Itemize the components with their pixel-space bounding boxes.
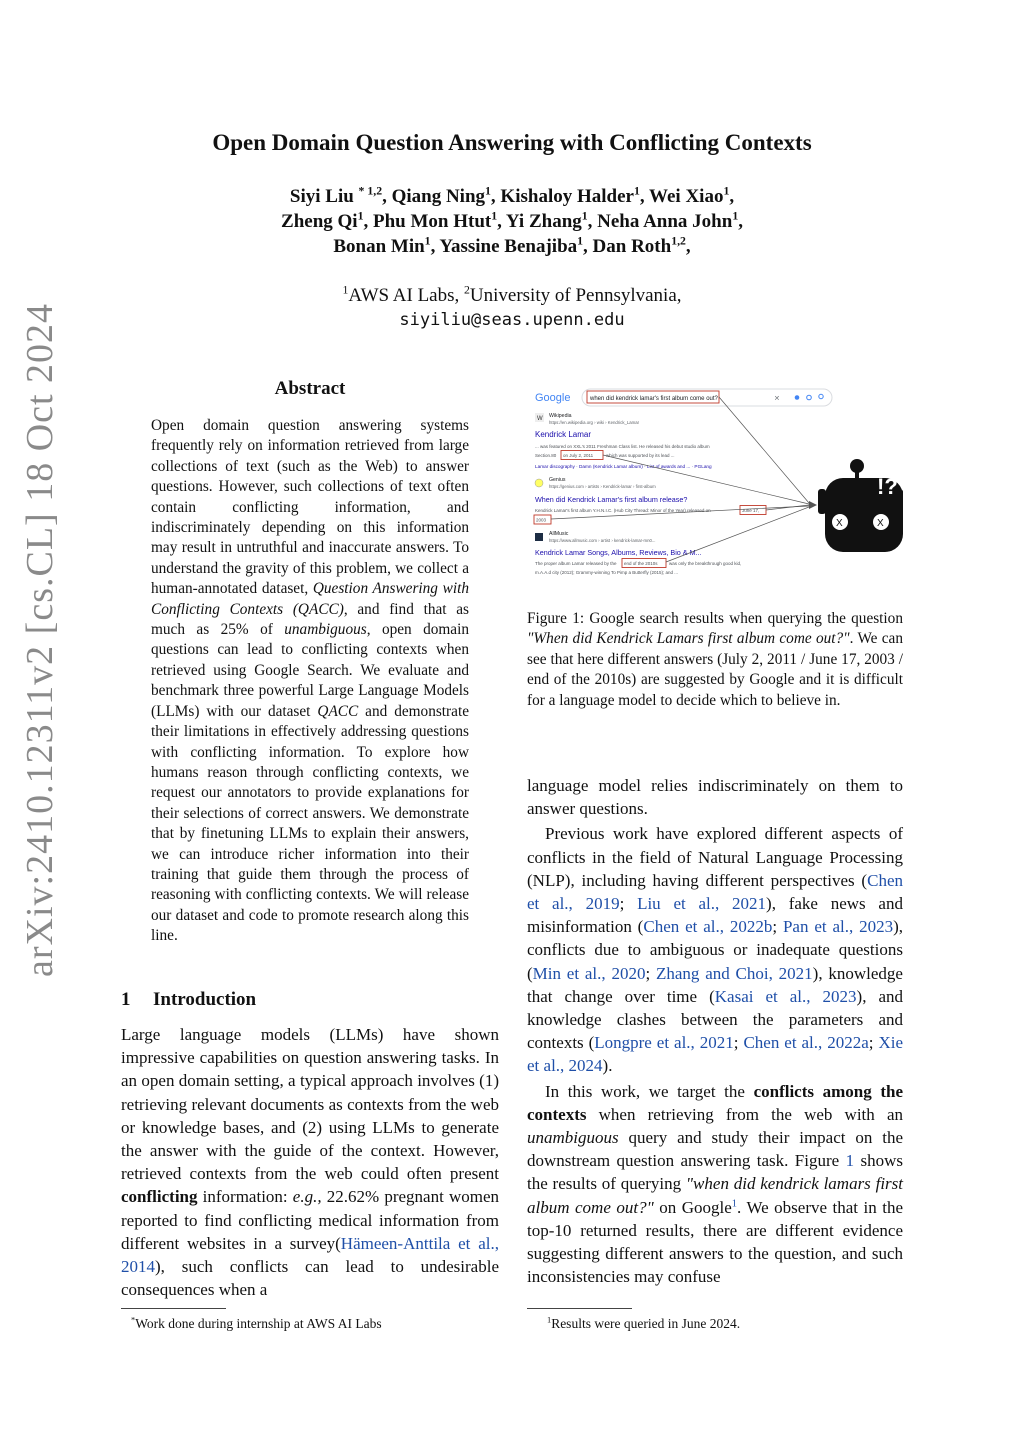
figure-reference-link[interactable]: 1 [845, 1151, 855, 1171]
author-affil-mark: 1,2 [671, 234, 686, 248]
author-name: Zheng Qi [281, 211, 358, 232]
result-3-snippet: The proper album Lamar released by the [535, 561, 617, 566]
author-affil-mark: 1 [732, 209, 739, 223]
svg-text:2003: 2003 [536, 517, 547, 523]
author-affil-mark: 1 [723, 184, 730, 198]
abstract-heading: Abstract [274, 378, 346, 399]
result-3-site: AllMusic [549, 531, 569, 537]
svg-text:Section.80: Section.80 [535, 453, 557, 458]
result-3-url: https://www.allmusic.com › artist › kendrick-lamar-mn0... [549, 538, 656, 543]
footnote-reference-link[interactable]: 1 [731, 1198, 738, 1209]
author-name: Neha Anna John [597, 211, 733, 232]
right-column-body [527, 774, 903, 1288]
footnote-left: *Work done during internship at AWS AI Labs [131, 1315, 382, 1331]
paragraph: language model relies indiscriminately on them to answer questions. [527, 776, 903, 819]
dataset-name: Question Answering with Conflicting Contexts (QACC) [151, 580, 469, 618]
author-list [180, 184, 844, 259]
robot-antenna-tip [850, 459, 864, 473]
affiliation-aws: AWS AI Labs, [348, 285, 465, 306]
citation-link[interactable]: Hämeen-Anttila et al., 2014 [121, 1233, 499, 1277]
figure-1 [527, 384, 903, 584]
citation-link[interactable]: Chen et al., 2019 [527, 870, 903, 914]
result-2-title[interactable]: When did Kendrick Lamar's first album release? [535, 495, 688, 504]
svg-text:June 17,: June 17, [742, 508, 760, 513]
citation-link[interactable]: Kasai et al., 2023 [714, 986, 857, 1006]
citation-link[interactable]: Longpre et al., 2021 [594, 1033, 734, 1053]
author-line-3: Bonan Min$^1$, Yassine Benajiba$^1$, Dan Roth$^{1,2}$, [333, 234, 691, 257]
author-name: Yi Zhang [505, 211, 582, 232]
svg-text:W: W [537, 416, 543, 422]
citation-link[interactable]: Min et al., 2020 [532, 963, 646, 983]
search-query: when did kendrick lamar's first album come out? [590, 396, 718, 402]
svg-text:was only the breakthrough good: was only the breakthrough good kid, [669, 561, 742, 566]
robot-mark: !? [877, 474, 898, 499]
affil-mark: 2 [464, 283, 470, 297]
svg-text:which was supported by its lea: which was supported by its lead ... [606, 453, 675, 458]
author-affil-mark: 1 [491, 209, 498, 223]
author-name: Kishaloy Halder [500, 186, 634, 207]
author-affil-mark: * 1,2 [358, 184, 383, 198]
introduction-body: Large language models (LLMs) have shown impressive capabilities on question answering tasks. In an open domain setting, a typical approach involves (1) retrieving relevant documents as contexts from the web or knowledge bases, and (2) using LLMs to generate the answer with the guide of the context. However, retrieved contexts from the web could often present conflicting information: e.g., 22.62% pregnant women reported to find conflicting medical information from different websites in a survey(Hämeen-Anttila et al., 2014), such conflicts can lead to undesirable consequences when a [121, 1025, 499, 1300]
robot-ear-left [818, 489, 826, 514]
result-1-snippet: ... was featured on XXL's 2011 Freshman Class list. He released his debut studio album [535, 444, 710, 449]
svg-text:m.A.A.d city (2012); Grammy-wi: m.A.A.d city (2012); Grammy-winning To Pimp a Butterfly (2015); and ... [535, 570, 678, 575]
svg-text:X: X [877, 518, 884, 529]
result-1-url: https://en.wikipedia.org › wiki › Kendrick_Lamar [549, 420, 640, 425]
confused-robot-icon [818, 459, 903, 552]
mic-icon [795, 395, 800, 400]
author-name: Wei Xiao [649, 186, 724, 207]
arrow-line [666, 507, 809, 562]
citation-link[interactable]: Liu et al., 2021 [637, 894, 767, 914]
footnote-right: $^1$Results were queried in June 2024. [547, 1315, 741, 1331]
result-2-site: Genius [549, 477, 566, 483]
result-2-url: https://genius.com › artists › Kendrick-lamar › first-album [549, 484, 656, 489]
affiliation-line [0, 284, 1024, 308]
author-affil-mark: 1 [424, 234, 431, 248]
section-heading-introduction: 1 Introduction [121, 989, 257, 1010]
svg-text:on July 2, 2011: on July 2, 2011 [563, 453, 594, 458]
citation-link[interactable]: Zhang and Choi, 2021 [655, 963, 813, 983]
close-icon: ✕ [774, 395, 780, 403]
author-line-1: Siyi Liu $^{* 1,2}$, Qiang Ning$^1$, Kishaloy Halder$^1$, Wei Xiao$^1$, [289, 184, 735, 207]
footnote-rule-left [121, 1308, 226, 1309]
citation-link[interactable]: Xie et al., 2024 [527, 1033, 903, 1076]
arrow-line [719, 397, 809, 503]
affiliations [0, 284, 1024, 332]
svg-text:end of the 2010s: end of the 2010s [624, 561, 658, 566]
result-2-snippet: Kendrick Lamar's first album Y.H.N.I.C. (Hub City Thread: Minor of the Year) released on [535, 508, 711, 513]
google-logo: Google [535, 392, 571, 404]
allmusic-favicon [535, 533, 543, 541]
author-name: Phu Mon Htut [372, 211, 492, 232]
author-affil-mark: 1 [581, 209, 588, 223]
genius-favicon [535, 479, 543, 487]
svg-text:X: X [836, 518, 843, 529]
author-affil-mark: 1 [577, 234, 584, 248]
result-1-links[interactable]: Lamar discography · Damn (Kendrick Lamar album) · List of awards and ... · PGLang [535, 464, 712, 469]
arrow-head [809, 501, 817, 509]
paragraph: Previous work have explored different aspects of conflicts in the field of Natural Language Processing (NLP), including having different perspectives (Chen et al., 2019; Liu et al., 2021), fake news and misinformation (Chen et al., 2022b; Pan et al., 2023), conflicts due to ambiguous or inadequate questions (Min et al., 2020; Zhang and Choi, 2021), knowledge that change over time (Kasai et al., 2023), and knowledge clashes between the parameters and contexts (Longpre et al., 2021; Chen et al., 2022a; Xie et al., 2024). [527, 824, 904, 1076]
author-email[interactable]: siyiliu@seas.upenn.edu [399, 310, 625, 330]
citation-link[interactable]: Chen et al., 2022a [743, 1033, 869, 1053]
arxiv-identifier: arXiv:2410.12311v2 [cs.CL] 18 Oct 2024 [19, 302, 61, 977]
author-name: Siyi Liu [289, 186, 354, 207]
author-affil-mark: 1 [357, 209, 364, 223]
affiliation-upenn: University of Pennsylvania, [469, 285, 682, 306]
author-name: Qiang Ning [391, 186, 486, 207]
result-1-title[interactable]: Kendrick Lamar [535, 430, 592, 439]
paragraph: In this work, we target the conflicts among the contexts when retrieving from the web with an unambiguous query and study their impact on the downstream question answering task. Figure 1 shows the results of querying "when did kendrick lamars first album come out?" on Google$^1$. We observe that in the top-10 returned results, there are different evidence suggesting different answers to the question, and such inconsistencies may confuse [527, 1081, 903, 1287]
citation-link[interactable]: Chen et al., 2022b [643, 917, 773, 937]
author-affil-mark: 1 [633, 184, 640, 198]
author-affil-mark: 1 [485, 184, 491, 198]
footnote-rule-right [527, 1308, 632, 1309]
figure-1-caption: Figure 1: Google search results when querying the question "When did Kendrick Lamars first album come out?". We can see that here different answers (July 2, 2011 / June 17, 2003 / end of the 2010s) are suggested by Google and it is difficult for a language model to decide which to believe in. [527, 610, 903, 709]
paper-title: Open Domain Question Answering with Conflicting Contexts [212, 130, 812, 155]
author-name: Bonan Min [333, 236, 425, 257]
author-name: Dan Roth [592, 236, 672, 257]
affil-mark: 1 [342, 283, 349, 297]
author-name: Yassine Benajiba [439, 236, 578, 257]
result-1-site: Wikipedia [549, 413, 572, 419]
citation-link[interactable]: Pan et al., 2023 [782, 917, 894, 937]
result-3-title[interactable]: Kendrick Lamar Songs, Albums, Reviews, Bio & M... [535, 548, 702, 557]
abstract-body: Open domain question answering systems frequently rely on information retrieved from large collections of text (such as the Web) to answer questions. However, such collections of text often contain conflicting information, and indiscriminately depending on this information may result in untruthful and inaccurate answers. To understand the gravity of this problem, we collect a human-annotated dataset, Question Answering with Conflicting Contexts (QACC), and find that as much as 25% of unambiguous, open domain questions can lead to conflicting contexts when retrieved using Google Search. We evaluate and benchmark three powerful Large Language Models (LLMs) with our dataset QACC and demonstrate their limitations in effectively addressing questions with conflicting information. To explore how humans reason through conflicting contexts, we request our annotators to provide explanations for their selections of correct answers. We demonstrate that by finetuning LLMs to explain their answers, we can introduce richer information into their training that guide them through the process of reasoning with conflicting contexts. We will release our dataset and code to promote research along this line. [151, 417, 469, 945]
author-line-2: Zheng Qi$^1$, Phu Mon Htut$^1$, Yi Zhang$^1$, Neha Anna John$^1$, [281, 209, 743, 232]
